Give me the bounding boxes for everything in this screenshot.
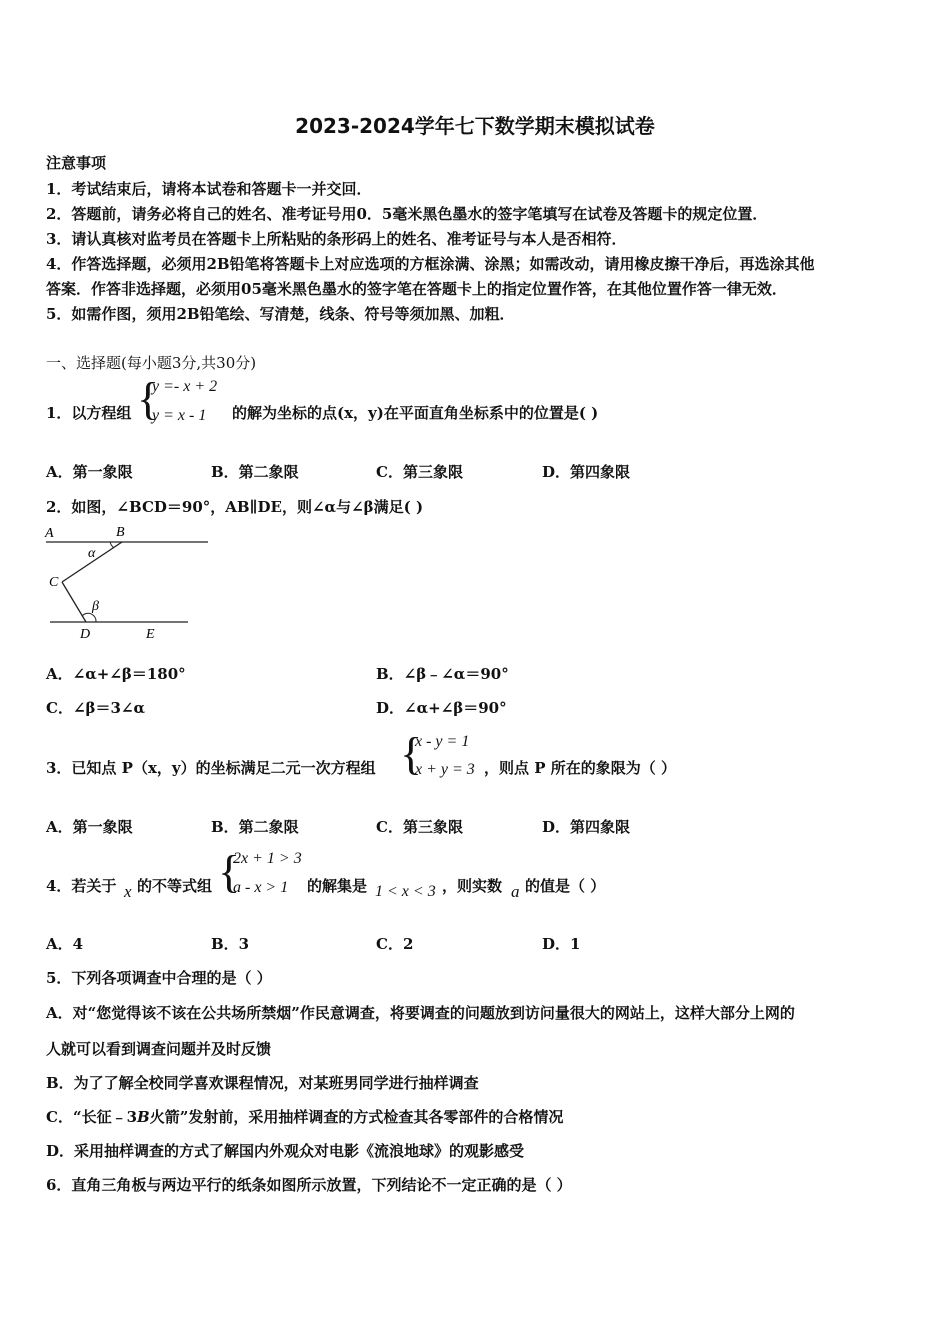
notice-item: 答案．作答非选择题，必须用05毫米黑色墨水的签字笔在答题卡上的指定位置作答，在其他位置作答一律无效． (46, 280, 787, 298)
q4-mid1: 的不等式组 (137, 877, 213, 895)
q4-range: 1 < x < 3 (375, 883, 436, 900)
q5-option-c-var: B (137, 1108, 150, 1126)
q1-prefix: 1．以方程组 (46, 404, 132, 422)
notice-item: 1．考试结束后，请将本试卷和答题卡一并交回． (46, 180, 372, 198)
section-heading: 一、选择题(每小题3分,共30分) (46, 354, 257, 372)
q4-option-b: B．3 (211, 935, 250, 953)
q6-text: 6．直角三角板与两边平行的纸条如图所示放置，下列结论不一定正确的是（ ） (46, 1176, 572, 1194)
q4-var-a: a (511, 882, 520, 901)
q1-option-d: D．第四象限 (542, 463, 631, 481)
alpha-arc (110, 542, 114, 548)
q5-option-a-line1: A．对“您觉得该不该在公共场所禁烟”作民意调查，将要调查的问题放到访问量很大的网站上，这样大部分上网的 (46, 1004, 795, 1022)
q5-option-b: B．为了了解全校同学喜欢课程情况，对某班男同学进行抽样调查 (46, 1074, 479, 1092)
label-a: A (45, 526, 54, 541)
q3-brace: { (400, 728, 423, 779)
q4-eq2: a - x > 1 (233, 879, 289, 896)
q1-suffix: 的解为坐标的点(x，y)在平面直角坐标系中的位置是( ) (232, 404, 599, 422)
label-b: B (116, 525, 125, 540)
q3-prefix: 3．已知点 P（x，y）的坐标满足二元一次方程组 (46, 759, 376, 777)
q4-prefix: 4．若关于 (46, 877, 117, 895)
q4-option-d: D．1 (542, 935, 581, 953)
notice-heading: 注意事项 (46, 154, 107, 172)
notice-item: 3．请认真核对监考员在答题卡上所粘贴的条形码上的姓名、准考证号与本人是否相符． (46, 230, 627, 248)
q1-option-c: C．第三象限 (376, 463, 463, 481)
q3-option-a: A．第一象限 (46, 818, 133, 836)
q4-brace: { (218, 846, 241, 897)
label-d: D (80, 627, 91, 642)
label-alpha: α (88, 546, 96, 561)
q2-option-a: A．∠α+∠β＝180° (46, 665, 186, 683)
q3-eq1: x - y = 1 (415, 733, 470, 750)
q4-suffix: 的值是（ ） (525, 877, 606, 895)
q4-var-x: x (124, 882, 132, 901)
q2-option-c: C．∠β＝3∠α (46, 699, 146, 717)
q3-option-b: B．第二象限 (211, 818, 299, 836)
q1-option-b: B．第二象限 (211, 463, 299, 481)
q2-text: 2．如图，∠BCD＝90°，AB∥DE，则∠α与∠β满足( ) (46, 498, 424, 516)
notice-item: 5．如需作图，须用2B铅笔绘、写清楚，线条、符号等须加黑、加粗． (46, 305, 515, 323)
q3-suffix: ，则点 P 所在的象限为（ ） (484, 759, 676, 777)
q2-figure (40, 520, 215, 645)
q5-text: 5．下列各项调查中合理的是（ ） (46, 969, 272, 987)
q2-option-b: B．∠β﹣∠α＝90° (376, 665, 509, 683)
label-c: C (49, 575, 59, 590)
q1-eq2: y = x - 1 (152, 407, 207, 424)
notice-item: 2．答题前，请务必将自己的姓名、准考证号用0．5毫米黑色墨水的签字笔填写在试卷及答题卡的规定位置． (46, 205, 768, 223)
q4-eq1: 2x + 1 > 3 (233, 850, 302, 867)
q1-eq1: y =- x + 2 (152, 378, 218, 395)
q5-option-d: D．采用抽样调查的方式了解国内外观众对电影《流浪地球》的观影感受 (46, 1142, 525, 1160)
q2-option-d: D．∠α+∠β＝90° (376, 699, 507, 717)
label-beta: β (92, 599, 99, 614)
q4-mid2: 的解集是 (307, 877, 368, 895)
q4-option-c: C．2 (376, 935, 414, 953)
notice-item: 4．作答选择题，必须用2B铅笔将答题卡上对应选项的方框涂满、涂黑；如需改动，请用橡皮擦干净后，再选涂其他 (46, 255, 815, 273)
q1-brace: { (137, 373, 160, 424)
page-title: 2023-2024学年七下数学期末模拟试卷 (295, 114, 655, 138)
q3-option-c: C．第三象限 (376, 818, 463, 836)
q1-option-a: A．第一象限 (46, 463, 133, 481)
q5-option-a-line2: 人就可以看到调查问题并及时反馈 (46, 1040, 272, 1058)
q3-eq2: x + y = 3 (415, 761, 475, 778)
q4-option-a: A．4 (46, 935, 84, 953)
label-e: E (146, 627, 155, 642)
q5-option-c: C．“长征﹣3B火箭”发射前，采用抽样调查的方式检查其各零部件的合格情况 (46, 1108, 564, 1126)
q4-mid3: ，则实数 (442, 877, 503, 895)
q3-option-d: D．第四象限 (542, 818, 631, 836)
